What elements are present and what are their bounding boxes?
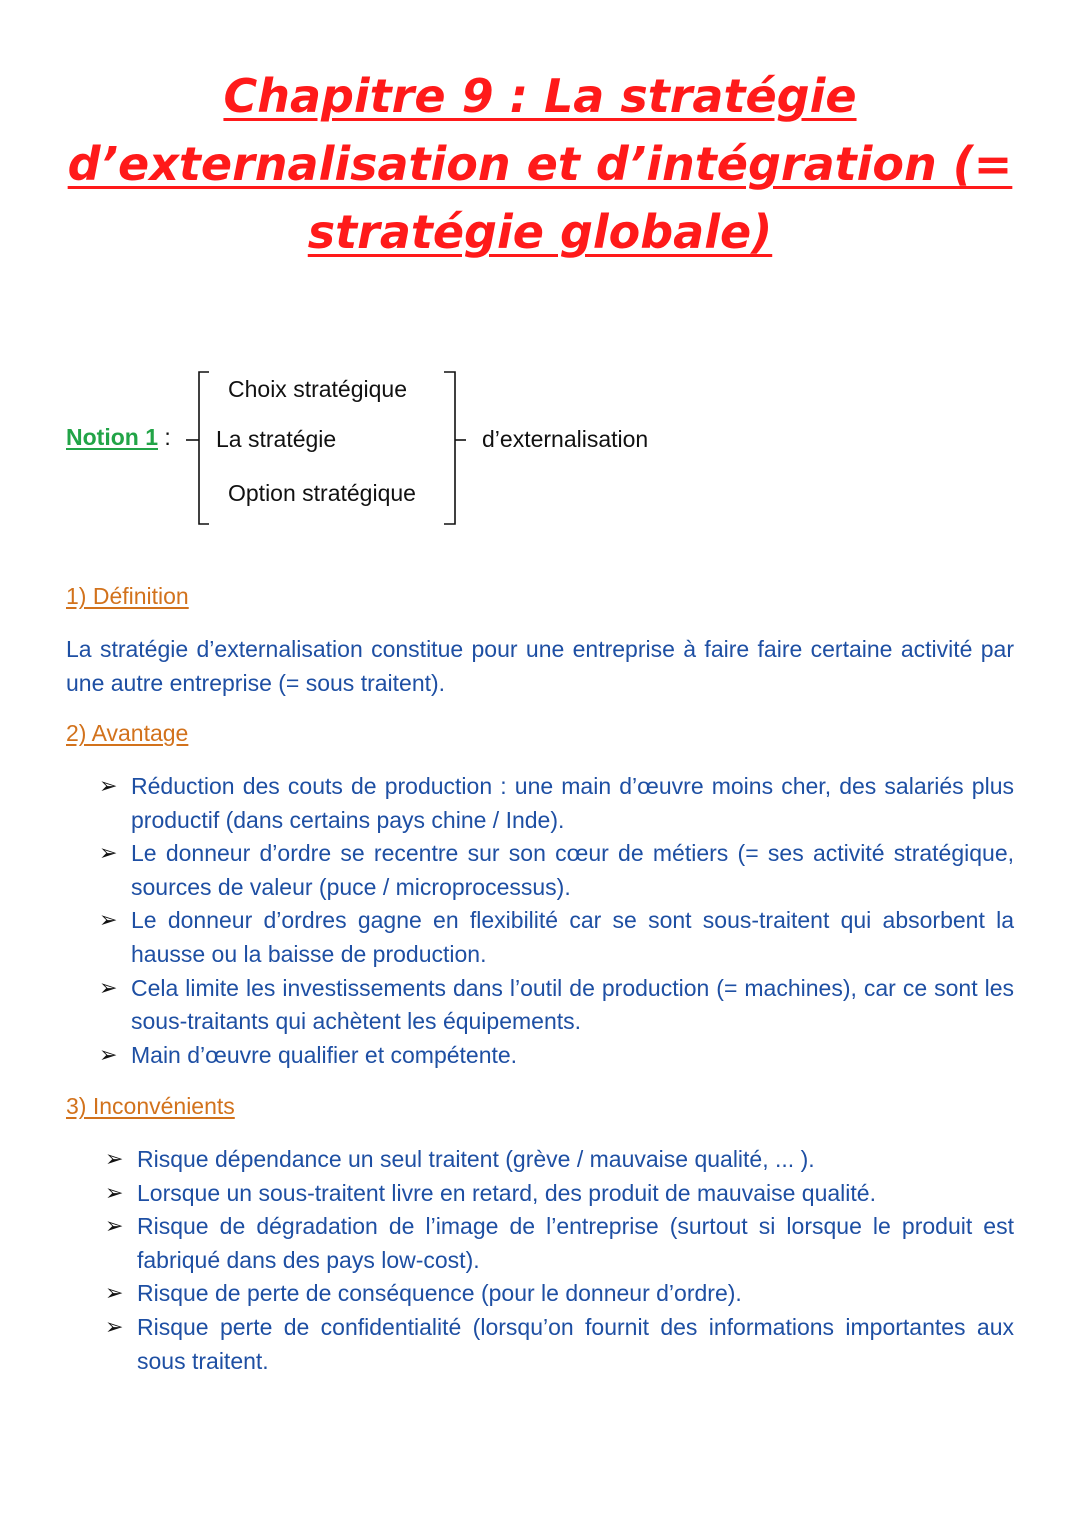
inconvenient-item-4: Risque de perte de conséquence (pour le donneur d’ordre).	[137, 1280, 742, 1307]
notion-option-2: La stratégie	[216, 426, 337, 452]
notion-colon: :	[158, 424, 171, 450]
page-title	[60, 62, 1020, 266]
inconvenients-heading: 3) Inconvénients	[66, 1093, 235, 1119]
inconvenient-item-1: Risque dépendance un seul traitent (grève / mauvaise qualité, ... ).	[137, 1146, 815, 1172]
bullet-arrow-icon: ➢	[99, 841, 118, 867]
definition-text: La stratégie d’externalisation constitue pour une entreprise à faire faire certaine activité par une autre entreprise (= sous traitent).	[66, 636, 1014, 696]
bullet-arrow-icon: ➢	[105, 1281, 124, 1307]
bullet-arrow-icon: ➢	[105, 1314, 124, 1340]
bullet-arrow-icon: ➢	[105, 1180, 124, 1206]
bullet-arrow-icon: ➢	[99, 774, 118, 799]
list-item	[99, 904, 1014, 971]
avantage-item-1: Réduction des couts de production : une main d’œuvre moins cher, des salariés plus productif (dans certains pays chine / Inde).	[131, 773, 1014, 833]
title-line-1: Chapitre 9 : La stratégie	[223, 69, 857, 123]
notion-label	[66, 424, 171, 451]
bullet-arrow-icon: ➢	[99, 975, 118, 1001]
inconvenients-list	[105, 1143, 1014, 1378]
bullet-arrow-icon: ➢	[105, 1214, 124, 1240]
title-line-3: stratégie globale)	[307, 205, 773, 259]
list-item	[99, 837, 1014, 904]
notion-option-3: Option stratégique	[228, 480, 416, 506]
notion-option-1: Choix stratégique	[228, 376, 407, 402]
inconvenient-item-5: Risque perte de confidentialité (lorsqu’on fournit des informations importantes aux sous traitent.	[137, 1313, 1014, 1374]
inconvenient-item-2: Lorsque un sous-traitent livre en retard, des produit de mauvaise qualité.	[137, 1179, 876, 1206]
list-item	[99, 1039, 1014, 1073]
avantage-item-2: Le donneur d’ordre se recentre sur son cœur de métiers (= ses activité stratégique, sources de valeur (puce / microprocessus).	[131, 840, 1014, 900]
bullet-arrow-icon: ➢	[99, 1042, 118, 1068]
notion-label-text: Notion 1	[66, 424, 158, 450]
title-line-2: d’externalisation et d’intégration (=	[67, 137, 1013, 191]
list-item	[105, 1177, 1014, 1211]
notion-right-text: d’externalisation	[482, 426, 649, 452]
bullet-arrow-icon: ➢	[99, 908, 118, 934]
list-item	[105, 1143, 1014, 1177]
definition-heading: 1) Définition	[66, 583, 189, 609]
list-item	[99, 770, 1014, 837]
avantage-item-4: Cela limite les investissements dans l’outil de production (= machines), car ce sont les sous-traitants qui achètent les équipements.	[131, 974, 1014, 1035]
notion-diagram	[0, 360, 1080, 540]
list-item	[105, 1277, 1014, 1311]
bullet-arrow-icon: ➢	[105, 1147, 124, 1172]
inconvenient-item-3: Risque de dégradation de l’image de l’entreprise (surtout si lorsque le produit est fabriqué dans des pays low-cost).	[137, 1213, 1014, 1273]
list-item	[105, 1210, 1014, 1277]
avantage-heading: 2) Avantage	[66, 720, 189, 746]
avantage-item-5: Main d’œuvre qualifier et compétente.	[131, 1041, 518, 1068]
avantage-list	[99, 770, 1014, 1072]
avantage-item-3: Le donneur d’ordres gagne en flexibilité car se sont sous-traitent qui absorbent la hausse ou la baisse de production.	[131, 907, 1014, 967]
list-item	[105, 1311, 1014, 1378]
list-item	[99, 972, 1014, 1039]
